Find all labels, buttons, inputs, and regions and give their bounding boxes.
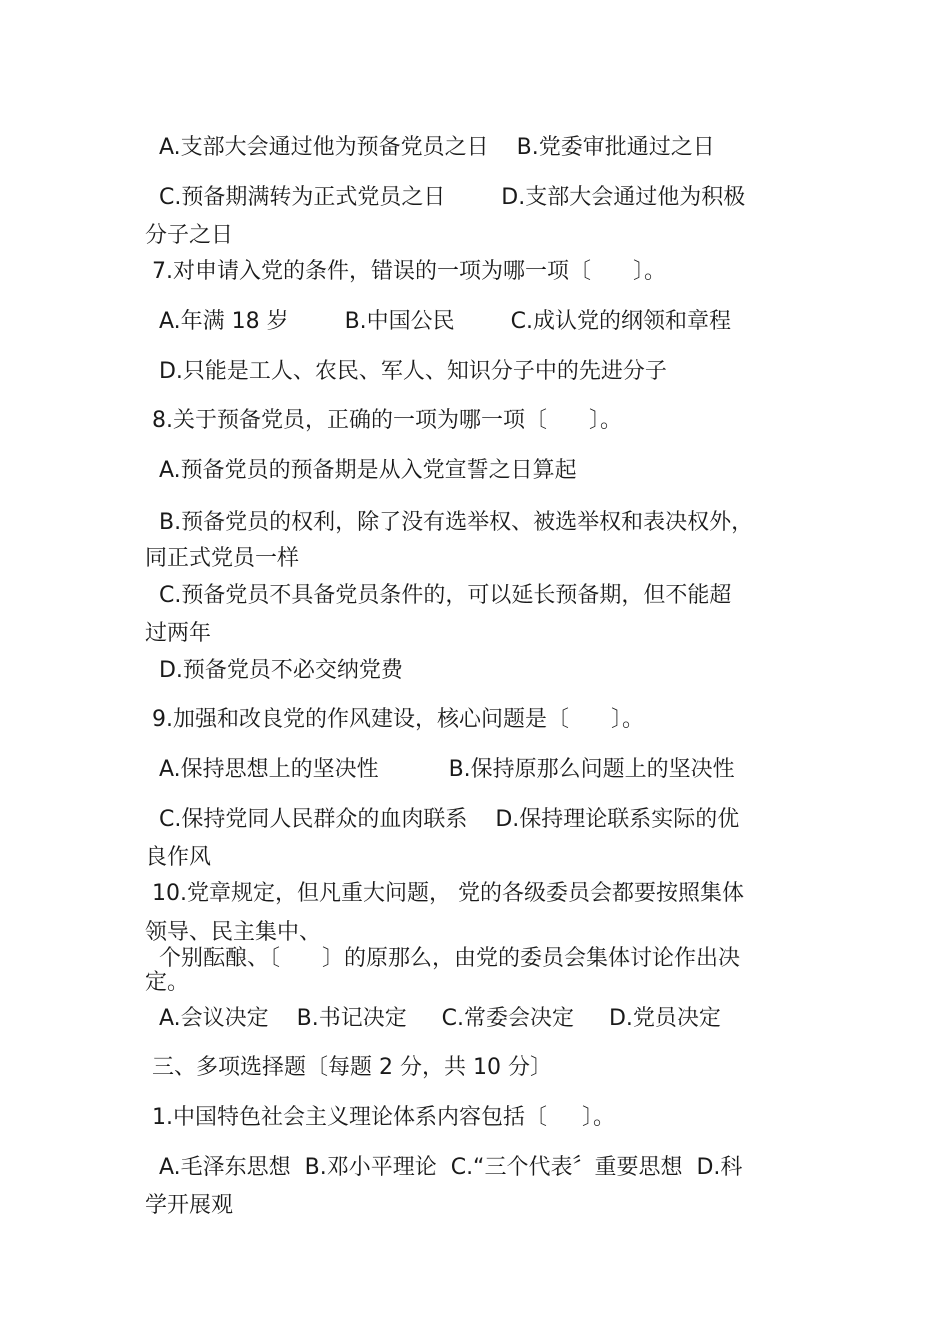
text-line-q7-options-a-c: A.年满 18 岁 B.中国公民 C.成认党的纲领和章程 <box>145 309 731 334</box>
text-line-q9-options-a-b: A.保持思想上的坚决性 B.保持原那么问题上的坚决性 <box>145 757 735 782</box>
text-line-q6-option-c-d: C.预备期满转为正式党员之日 D.支部大会通过他为积极 <box>145 185 746 210</box>
text-line-mc1-options: A.毛泽东思想 B.邓小平理论 C.“三个代表〞重要思想 D.科 <box>145 1155 743 1180</box>
text-line-q10-question-cont: 领导、民主集中、 <box>145 920 322 945</box>
text-line-q7-question: 7.对申请入党的条件，错误的一项为哪一项〔 〕。 <box>145 259 666 284</box>
text-line-q9-options-c-d: C.保持党同人民群众的血肉联系 D.保持理论联系实际的优 <box>145 807 740 832</box>
text-line-q10-question-end: 定。 <box>145 970 190 995</box>
text-line-q6-option-d-cont: 分子之日 <box>145 223 234 248</box>
text-line-q8-option-a: A.预备党员的预备期是从入党宣誓之日算起 <box>145 458 577 483</box>
text-line-q9-question: 9.加强和改良党的作风建设，核心问题是〔 〕。 <box>145 707 644 732</box>
text-line-q10-options: A.会议决定 B.书记决定 C.常委会决定 D.党员决定 <box>145 1006 721 1031</box>
text-line-mc1-options-cont: 学开展观 <box>145 1193 234 1218</box>
text-line-q10-question: 10.党章规定，但凡重大问题， 党的各级委员会都要按照集体 <box>145 881 744 906</box>
text-line-q6-option-a-b: A.支部大会通过他为预备党员之日 B.党委审批通过之日 <box>145 135 715 160</box>
text-line-q8-option-b: B.预备党员的权利，除了没有选举权、被选举权和表决权外， <box>145 510 754 535</box>
text-line-q8-option-c: C.预备党员不具备党员条件的，可以延长预备期，但不能超 <box>145 583 732 608</box>
text-line-q8-option-c-cont: 过两年 <box>145 621 212 646</box>
text-line-q8-question: 8.关于预备党员，正确的一项为哪一项〔 〕。 <box>145 408 622 433</box>
text-line-q7-option-d: D.只能是工人、农民、军人、知识分子中的先进分子 <box>145 359 667 384</box>
text-line-q8-option-d: D.预备党员不必交纳党费 <box>145 658 403 683</box>
text-line-q9-option-d-cont: 良作风 <box>145 845 212 870</box>
section-heading-multiple-choice: 三、多项选择题〔每题 2 分，共 10 分〕 <box>145 1055 552 1080</box>
text-line-q8-option-b-cont: 同正式党员一样 <box>145 546 300 571</box>
text-line-mc1-question: 1.中国特色社会主义理论体系内容包括〔 〕。 <box>145 1105 615 1130</box>
text-line-q10-question-cont2: 个别酝酿、〔 〕的原那么，由党的委员会集体讨论作出决 <box>145 946 740 971</box>
